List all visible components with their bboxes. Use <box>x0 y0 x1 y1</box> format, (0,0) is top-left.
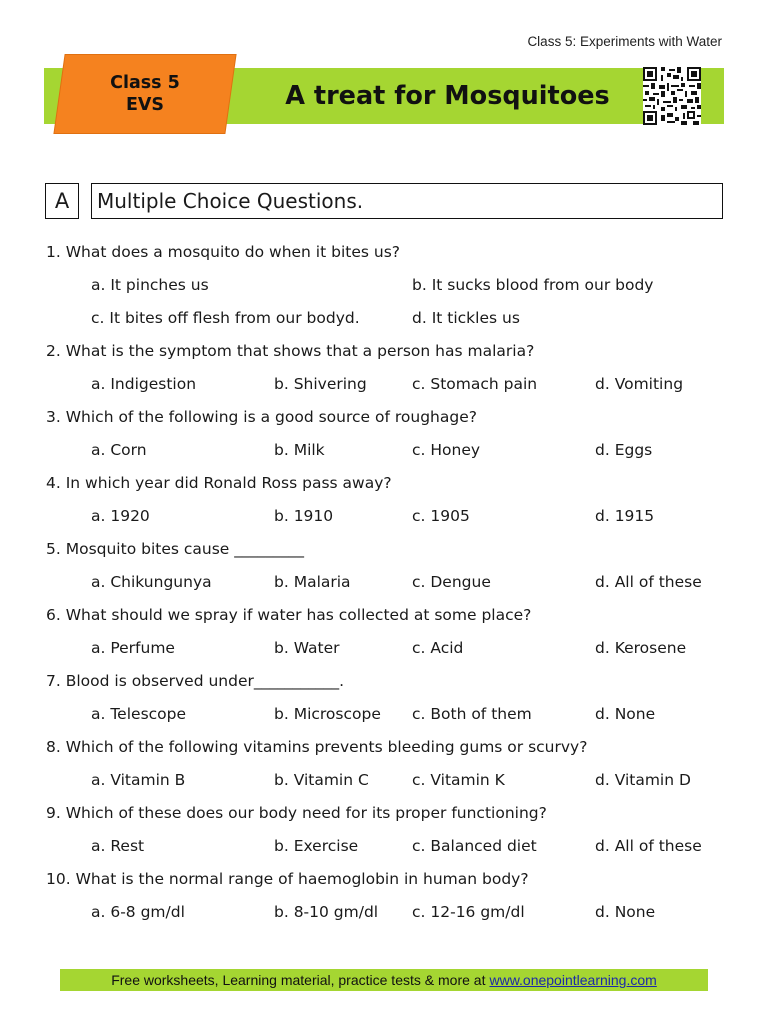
footer-text: Free worksheets, Learning material, practice tests & more at <box>111 972 486 988</box>
option-7b[interactable]: b. Microscope <box>274 705 381 723</box>
option-9b[interactable]: b. Exercise <box>274 837 359 855</box>
option-4b[interactable]: b. 1910 <box>274 507 334 525</box>
option-7d[interactable]: d. None <box>595 705 656 723</box>
option-5c[interactable]: c. Dengue <box>412 573 491 591</box>
question-10: 10. What is the normal range of haemoglobin in human body? <box>46 870 529 888</box>
question-5: 5. Mosquito bites cause _________ <box>46 540 304 558</box>
option-7c[interactable]: c. Both of them <box>412 705 532 723</box>
option-2d[interactable]: d. Vomiting <box>595 375 684 393</box>
question-1-options <box>46 269 726 302</box>
question-4-options <box>46 500 726 533</box>
option-1b[interactable]: b. It sucks blood from our body <box>412 276 654 294</box>
class-label: Class 5 <box>110 73 180 93</box>
question-8-options <box>46 764 726 797</box>
option-4d[interactable]: d. 1915 <box>595 507 655 525</box>
option-10d[interactable]: d. None <box>595 903 656 921</box>
option-7a[interactable]: a. Telescope <box>91 705 187 723</box>
option-6b[interactable]: b. Water <box>274 639 340 657</box>
option-5a[interactable]: a. Chikungunya <box>91 573 212 591</box>
question-4: 4. In which year did Ronald Ross pass away? <box>46 474 392 492</box>
question-9-options <box>46 830 726 863</box>
question-8: 8. Which of the following vitamins prevents bleeding gums or scurvy? <box>46 738 588 756</box>
option-6d[interactable]: d. Kerosene <box>595 639 687 657</box>
option-2b[interactable]: b. Shivering <box>274 375 367 393</box>
option-10c[interactable]: c. 12-16 gm/dl <box>412 903 525 921</box>
option-6a[interactable]: a. Perfume <box>91 639 175 657</box>
question-10-options <box>46 896 726 929</box>
question-1-options-row2 <box>46 302 726 335</box>
option-5d[interactable]: d. All of these <box>595 573 702 591</box>
option-10b[interactable]: b. 8-10 gm/dl <box>274 903 379 921</box>
question-7: 7. Blood is observed under___________. <box>46 672 345 690</box>
question-1: 1. What does a mosquito do when it bites us? <box>46 243 401 261</box>
question-list <box>46 236 726 929</box>
subject-line: Class 5: Experiments with Water <box>527 34 722 49</box>
question-7-options <box>46 698 726 731</box>
option-3d[interactable]: d. Eggs <box>595 441 653 459</box>
question-2-options <box>46 368 726 401</box>
option-8a[interactable]: a. Vitamin B <box>91 771 186 789</box>
question-6: 6. What should we spray if water has collected at some place? <box>46 606 532 624</box>
question-3-options <box>46 434 726 467</box>
option-9d[interactable]: d. All of these <box>595 837 702 855</box>
question-9: 9. Which of these does our body need for its proper functioning? <box>46 804 547 822</box>
qr-code-icon[interactable] <box>641 67 703 125</box>
option-9a[interactable]: a. Rest <box>91 837 145 855</box>
subject-label: EVS <box>125 95 165 115</box>
option-6c[interactable]: c. Acid <box>412 639 464 657</box>
option-1a[interactable]: a. It pinches us <box>91 276 209 294</box>
footer-link[interactable]: www.onepointlearning.com <box>489 972 657 988</box>
option-8d[interactable]: d. Vitamin D <box>595 771 691 789</box>
question-3: 3. Which of the following is a good source of roughage? <box>46 408 477 426</box>
page-title: A treat for Mosquitoes <box>285 81 610 111</box>
option-1d[interactable]: d. It tickles us <box>412 309 520 327</box>
option-4a[interactable]: a. 1920 <box>91 507 150 525</box>
option-8b[interactable]: b. Vitamin C <box>274 771 369 789</box>
question-2: 2. What is the symptom that shows that a person has malaria? <box>46 342 535 360</box>
option-8c[interactable]: c. Vitamin K <box>412 771 505 789</box>
section-letter: A <box>45 183 79 219</box>
option-2c[interactable]: c. Stomach pain <box>412 375 538 393</box>
option-3b[interactable]: b. Milk <box>274 441 325 459</box>
option-3c[interactable]: c. Honey <box>412 441 481 459</box>
option-3a[interactable]: a. Corn <box>91 441 147 459</box>
option-1c[interactable]: c. It bites off flesh from our bodyd. <box>91 309 360 327</box>
option-9c[interactable]: c. Balanced diet <box>412 837 537 855</box>
class-badge-text <box>60 55 230 133</box>
option-10a[interactable]: a. 6-8 gm/dl <box>91 903 185 921</box>
option-2a[interactable]: a. Indigestion <box>91 375 197 393</box>
option-5b[interactable]: b. Malaria <box>274 573 351 591</box>
option-4c[interactable]: c. 1905 <box>412 507 470 525</box>
question-5-options <box>46 566 726 599</box>
section-title: Multiple Choice Questions. <box>91 183 723 219</box>
question-6-options <box>46 632 726 665</box>
footer-banner <box>60 969 708 991</box>
